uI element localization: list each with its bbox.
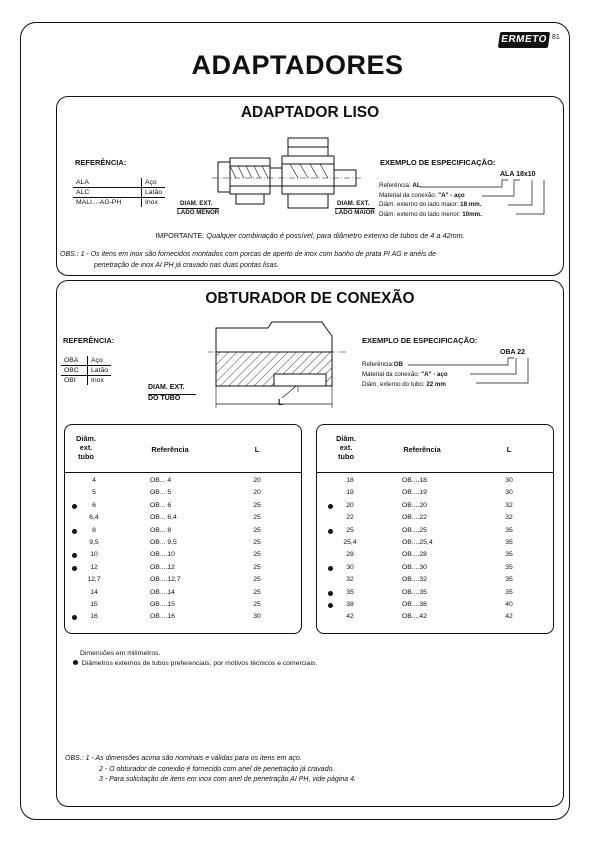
adaptador-liso-heading: ADAPTADOR LISO <box>240 104 380 121</box>
table-row <box>316 613 552 625</box>
table-row <box>64 477 300 489</box>
cell-reference: OB... 9,5 <box>150 539 177 546</box>
cell-diameter: 15 <box>90 601 98 608</box>
cell-diameter: 8 <box>92 526 96 534</box>
cell-reference: OB....12,7 <box>150 576 181 584</box>
liso-example-line: Referência: AL <box>379 182 421 189</box>
cell-length: 32 <box>505 501 513 509</box>
obturador-example-code: OBA 22 <box>500 349 526 356</box>
liso-example-line: Diâm. externo do lado maior: 18 mm. <box>379 201 482 208</box>
obturador-example-line: Diâm. externo do tubo: 22 mm <box>362 381 446 388</box>
cell-diameter: 9,5 <box>89 539 99 546</box>
page-title: ADAPTADORES <box>191 50 404 80</box>
ref-code: OBI <box>61 376 88 386</box>
cell-length: 25 <box>253 514 261 522</box>
cell-diameter: 42 <box>346 613 354 621</box>
liso-reference-label: REFERÊNCIA: <box>75 158 127 167</box>
obturador-label-length: L <box>278 398 283 407</box>
table-left-header-divider <box>64 472 301 473</box>
cell-diameter: 12,7 <box>87 576 101 584</box>
table-row <box>316 514 552 526</box>
obturador-example-leaders <box>390 356 540 388</box>
obturador-drawing <box>186 318 356 416</box>
table-row <box>316 601 552 613</box>
obturador-label-diam-ext: DIAM. EXT. <box>148 384 185 391</box>
table-row <box>64 539 300 551</box>
preferred-bullet-icon <box>73 660 78 665</box>
cell-diameter: 20 <box>346 501 354 509</box>
ref-material: Aço <box>88 356 112 366</box>
obturador-obs-line-3: 3 - Para solicitação de itens em inox com anel de penetração AI PH, vide página 4. <box>99 776 356 783</box>
table-right-header-divider <box>316 472 553 473</box>
ref-material: Latão <box>142 188 166 198</box>
cell-reference: OB....25,4 <box>402 539 433 546</box>
obturador-example-label: EXEMPLO DE ESPECIFICAÇÃO: <box>362 336 478 345</box>
table-right-header-l: L <box>506 445 512 454</box>
table-row <box>64 613 300 625</box>
table-row <box>316 564 552 576</box>
liso-label-diam-ext-right: DIAM. EXT. <box>337 200 370 207</box>
table-row <box>64 527 300 539</box>
obturador-label-do-tubo: DO TUBO <box>148 394 196 402</box>
cell-diameter: 38 <box>346 601 354 608</box>
table-row <box>316 477 552 489</box>
table-row <box>64 502 300 514</box>
table-row <box>316 589 552 601</box>
note-dimensions-mm: Dimensões em milímetros. <box>80 650 161 657</box>
cell-length: 30 <box>253 613 261 621</box>
note-preferred-diameters: Diâmetros externos de tubos preferenciais, por motivos técnicos e comerciais. <box>73 660 317 667</box>
page-number: 81 <box>552 34 560 41</box>
cell-diameter: 28 <box>346 551 354 559</box>
cell-reference: OB....38 <box>402 601 427 608</box>
liso-ref-row <box>73 198 165 208</box>
ref-code: ALA <box>76 179 89 186</box>
table-row <box>64 489 300 501</box>
cell-diameter: 10 <box>90 551 98 559</box>
cell-reference: OB....42 <box>402 613 427 621</box>
cell-length: 25 <box>253 576 261 584</box>
cell-reference: OB....10 <box>150 551 175 559</box>
cell-length: 25 <box>253 539 261 546</box>
cell-reference: OB....15 <box>150 601 175 608</box>
cell-length: 42 <box>505 613 513 621</box>
liso-example-code: ALA 18x10 <box>500 171 536 178</box>
table-row <box>316 551 552 563</box>
cell-length: 35 <box>505 526 513 534</box>
cell-reference: OB... 6,4 <box>150 514 177 522</box>
ref-material: Aço <box>142 178 166 188</box>
liso-example-line: Diâm. externo do lado menor: 10mm. <box>379 211 482 218</box>
cell-diameter: 6 <box>92 501 96 509</box>
table-left-header-diam: Diâm. ext. tubo <box>76 434 96 461</box>
cell-length: 25 <box>253 563 261 571</box>
cell-reference: OB....20 <box>402 501 427 509</box>
table-row <box>64 589 300 601</box>
cell-length: 35 <box>505 563 513 571</box>
cell-reference: OB....12 <box>150 563 175 571</box>
table-row <box>316 527 552 539</box>
ref-code: OBA <box>64 357 79 364</box>
obturador-heading: OBTURADOR DE CONEXÃO <box>205 290 415 307</box>
cell-reference: OB... 8 <box>150 526 172 534</box>
cell-reference: OB....16 <box>150 613 175 621</box>
ref-code: OBC <box>61 366 88 376</box>
cell-diameter: 6,4 <box>89 514 99 522</box>
cell-length: 30 <box>505 477 513 484</box>
cell-length: 25 <box>253 526 261 534</box>
cell-diameter: 35 <box>346 588 354 596</box>
liso-ref-row <box>73 178 165 188</box>
cell-diameter: 16 <box>90 613 98 621</box>
table-row <box>64 601 300 613</box>
cell-reference: OB....32 <box>402 576 427 584</box>
ref-code: MALI...-AG-PH <box>73 198 142 208</box>
cell-diameter: 12 <box>90 563 98 571</box>
liso-important-note: IMPORTANTE: Qualquer combinação é possível, para diâmetro externo de tubos de 4 a 42mm. <box>155 231 465 240</box>
cell-reference: OB....18 <box>402 477 427 484</box>
obturador-reference-label: REFERÊNCIA: <box>63 336 115 345</box>
cell-reference: OB....22 <box>402 514 427 522</box>
cell-reference: OB... 5 <box>150 489 172 497</box>
liso-ref-row <box>73 188 165 198</box>
cell-reference: OB....19 <box>402 489 427 497</box>
cell-reference: OB....35 <box>402 588 427 596</box>
liso-obs-line-1: OBS.: 1 - Os itens em inox são fornecidos montados com porcas de aperto de inox com banho de prata PI AG e anéis de <box>60 251 437 258</box>
cell-length: 35 <box>505 588 513 596</box>
cell-length: 40 <box>505 601 513 608</box>
table-row <box>316 489 552 501</box>
cell-diameter: 19 <box>346 489 354 497</box>
cell-reference: OB... 4 <box>150 477 172 484</box>
liso-example-leaders <box>420 178 550 218</box>
liso-example-label: EXEMPLO DE ESPECIFICAÇÃO: <box>380 158 496 167</box>
ref-material: Inox <box>88 376 112 386</box>
table-row <box>316 576 552 588</box>
obturador-example-line: Material da conexão: "A" - aço <box>362 371 448 378</box>
table-row <box>64 576 300 588</box>
ref-material: Latão <box>88 366 112 376</box>
table-row <box>64 564 300 576</box>
liso-label-lado-maior: LADO MAIOR <box>335 209 375 216</box>
obturador-ref-row <box>61 366 111 376</box>
table-row <box>316 502 552 514</box>
table-right-header-ref: Referência <box>403 445 441 454</box>
cell-diameter: 25 <box>346 526 354 534</box>
cell-length: 25 <box>253 551 261 559</box>
cell-reference: OB....25 <box>402 526 427 534</box>
table-row <box>64 514 300 526</box>
cell-length: 35 <box>505 576 513 584</box>
liso-reference-table <box>73 178 165 207</box>
cell-diameter: 5 <box>92 489 96 497</box>
obturador-obs-line-2: 2 - O obturador de conexão é fornecido com anel de penetração já cravado. <box>99 766 335 773</box>
liso-example-line: Material da conexão: "A" - aço <box>379 192 465 199</box>
ermeto-logo: ERMETO <box>498 32 550 48</box>
cell-length: 32 <box>505 514 513 522</box>
obturador-ref-row <box>61 356 111 366</box>
cell-length: 20 <box>253 489 261 497</box>
cell-length: 25 <box>253 588 261 596</box>
liso-label-diam-ext-left: DIAM. EXT. <box>180 200 213 207</box>
table-left-header-l: L <box>254 445 260 454</box>
cell-diameter: 32 <box>346 576 354 584</box>
cell-diameter: 18 <box>346 477 354 484</box>
table-row <box>64 551 300 563</box>
ref-code: ALC <box>73 188 142 198</box>
obturador-obs-line-1: OBS.: 1 - As dimensões acima são nominais e válidas para os itens em aço. <box>65 755 302 762</box>
liso-obs-line-2: penetração de inox AI PH já cravado nas duas pontas lisas. <box>94 262 279 269</box>
cell-reference: OB....28 <box>402 551 427 559</box>
cell-length: 25 <box>253 501 261 509</box>
liso-label-lado-menor: LADO MENOR <box>177 209 220 216</box>
obturador-ref-row <box>61 376 111 386</box>
cell-diameter: 25,4 <box>343 539 357 546</box>
cell-length: 35 <box>505 551 513 559</box>
ref-material: Inox <box>142 198 166 208</box>
cell-length: 35 <box>505 539 513 546</box>
table-left-header-ref: Referência <box>151 445 189 454</box>
obturador-reference-table <box>61 356 111 385</box>
cell-length: 25 <box>253 601 261 608</box>
obturador-example-line: Referência:OB <box>362 361 403 368</box>
cell-length: 20 <box>253 477 261 484</box>
table-left-body <box>64 477 300 627</box>
table-row <box>316 539 552 551</box>
cell-diameter: 4 <box>92 477 96 484</box>
cell-diameter: 14 <box>90 588 98 596</box>
table-right-header-diam: Diâm. ext. tubo <box>336 434 356 461</box>
cell-diameter: 30 <box>346 563 354 571</box>
cell-reference: OB....30 <box>402 563 427 571</box>
cell-reference: OB... 6 <box>150 501 172 509</box>
cell-diameter: 22 <box>346 514 354 522</box>
cell-reference: OB....14 <box>150 588 175 596</box>
table-right-body <box>316 477 552 627</box>
cell-length: 30 <box>505 489 513 497</box>
